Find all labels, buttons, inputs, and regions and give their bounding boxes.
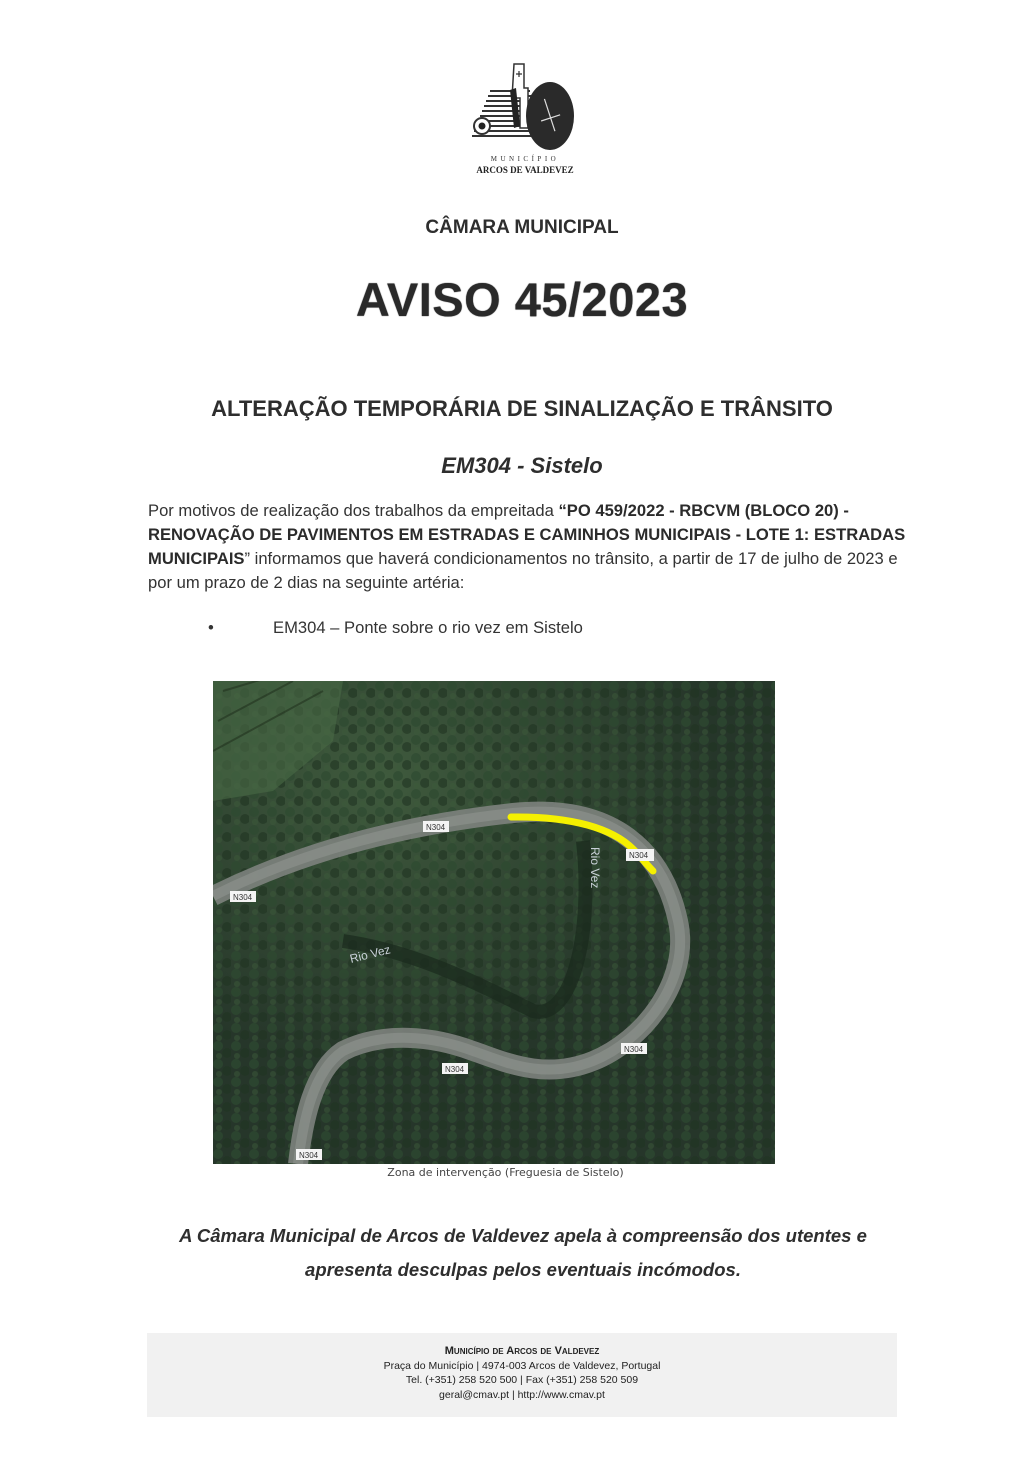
subject-location: EM304 - Sistelo <box>441 453 603 478</box>
municipality-coat-of-arms-icon <box>470 58 580 154</box>
road-label: N304 <box>624 1045 644 1054</box>
logo-text-arcos: ARCOS DE VALDEVEZ <box>476 165 574 175</box>
notice-paragraph <box>148 499 908 595</box>
notice-title: AVISO 45/2023 <box>355 273 689 326</box>
footer-organization: Município de Arcos de Valdevez <box>444 1345 600 1357</box>
road-label: N304 <box>445 1065 465 1074</box>
logo-text-municipio: MUNICÍPIO <box>490 155 560 163</box>
paragraph-intro: Por motivos de realização dos trabalhos da empreitada <box>148 501 559 520</box>
river-label: Rio Vez <box>588 847 602 889</box>
road-label: N304 <box>629 851 649 860</box>
intervention-map <box>213 681 775 1164</box>
footer-phone: Tel. (+351) 258 520 500 | Fax (+351) 258 520 509 <box>405 1374 639 1386</box>
municipality-logo <box>470 58 580 176</box>
map-caption: Zona de intervenção (Freguesia de Sistelo) <box>387 1166 624 1179</box>
footer-contact: geral@cmav.pt | http://www.cmav.pt <box>439 1388 605 1401</box>
footer-address: Praça do Município | 4974-003 Arcos de Valdevez, Portugal <box>383 1359 661 1372</box>
contract-name: “PO 459/2022 - RBCVM (BLOCO 20) - RENOVAÇÃO DE PAVIMENTOS EM ESTRADAS E CAMINHOS MUNICIPAIS - LOTE 1: ESTRADAS MUNICIPAIS <box>148 501 906 568</box>
bullet-icon: • <box>208 618 214 637</box>
subject-title: ALTERAÇÃO TEMPORÁRIA DE SINALIZAÇÃO E TRÂNSITO <box>211 396 833 421</box>
road-label: N304 <box>299 1151 319 1160</box>
closing-line-2: apresenta desculpas pelos eventuais incómodos. <box>305 1259 741 1280</box>
paragraph-rest: ” informamos que haverá condicionamentos no trânsito, a partir de 17 de julho de 2023 e por um prazo de 2 dias na seguinte artéria: <box>148 549 898 592</box>
closing-statement <box>148 1219 898 1287</box>
road-label: N304 <box>233 893 253 902</box>
footer <box>147 1333 897 1417</box>
closing-line-1: A Câmara Municipal de Arcos de Valdevez apela à compreensão dos utentes e <box>179 1225 867 1246</box>
road-label: N304 <box>426 823 446 832</box>
organization-heading: CÂMARA MUNICIPAL <box>425 217 619 238</box>
affected-road: EM304 – Ponte sobre o rio vez em Sistelo <box>273 618 583 637</box>
river-label: Rio Vez <box>348 942 392 966</box>
